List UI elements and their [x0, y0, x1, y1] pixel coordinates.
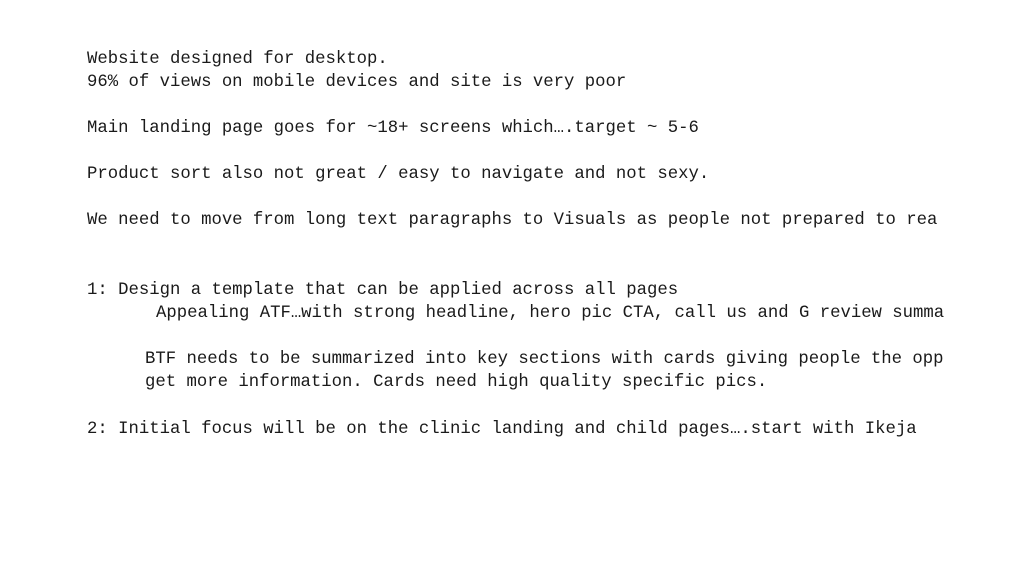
text-line-atf: Appealing ATF…with strong headline, hero pic CTA, call us and G review summa [156, 304, 945, 323]
text-line-item-1-template: 1: Design a template that can be applied across all pages [87, 281, 679, 300]
text-line-desktop-design: Website designed for desktop. [87, 50, 388, 69]
text-line-product-sort: Product sort also not great / easy to navigate and not sexy. [87, 165, 710, 184]
text-line-visuals: We need to move from long text paragraphs to Visuals as people not prepared to rea [87, 211, 938, 230]
text-line-landing-screens: Main landing page goes for ~18+ screens which….target ~ 5-6 [87, 119, 699, 138]
text-line-item-2-focus: 2: Initial focus will be on the clinic landing and child pages….start with Ikeja [87, 420, 917, 439]
text-line-btf: BTF needs to be summarized into key sections with cards giving people the opp [145, 350, 944, 369]
text-line-mobile-views: 96% of views on mobile devices and site is very poor [87, 73, 627, 92]
text-line-cards: get more information. Cards need high quality specific pics. [145, 373, 768, 392]
